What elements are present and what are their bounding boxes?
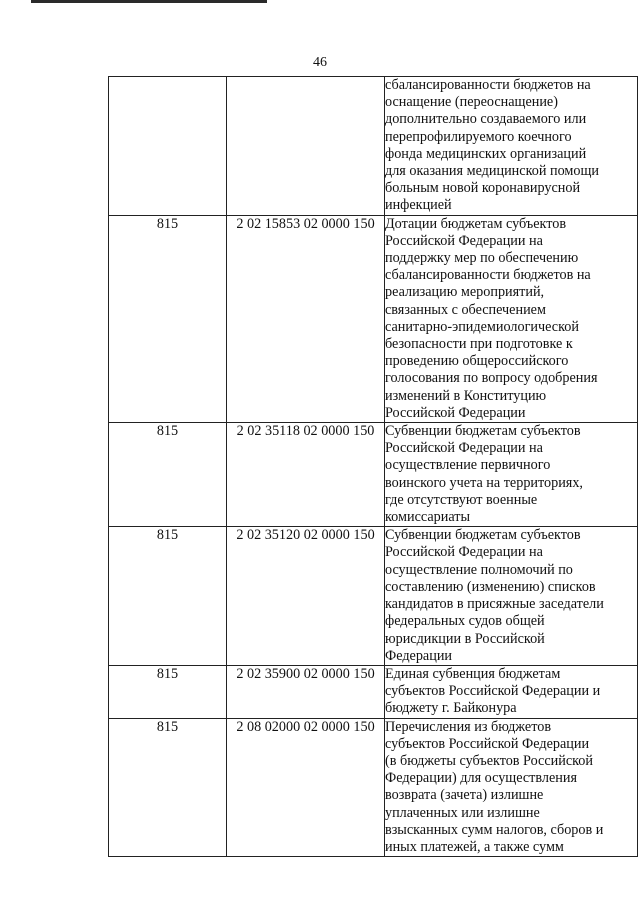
description-line: федеральных судов общей bbox=[385, 613, 545, 630]
description-line: сбалансированности бюджетов на bbox=[385, 77, 591, 93]
description-line: Единая субвенция бюджетам bbox=[385, 665, 561, 682]
kbk-code-cell bbox=[227, 77, 385, 216]
description-line: изменений в Конституцию bbox=[385, 387, 547, 404]
description-line: связанных с обеспечением bbox=[385, 301, 546, 318]
description-line: Федерации) для осуществления bbox=[385, 770, 577, 787]
description-cell bbox=[385, 77, 638, 216]
description-line: Российской Федерации на bbox=[385, 232, 543, 249]
kbk-code-cell: 2 02 35120 02 0000 150 bbox=[227, 527, 385, 666]
description-line: бюджету г. Байконура bbox=[385, 700, 517, 717]
description-line: (в бюджеты субъектов Российской bbox=[385, 752, 593, 769]
description-line: проведению общероссийского bbox=[385, 353, 569, 370]
description-line: составлению (изменению) списков bbox=[385, 578, 596, 595]
description-line: Федерации bbox=[385, 647, 453, 664]
top-rule bbox=[31, 0, 267, 3]
description-line: воинского учета на территориях, bbox=[385, 474, 583, 491]
description-line: возврата (зачета) излишне bbox=[385, 787, 544, 804]
table-row bbox=[109, 665, 638, 718]
description-line: субъектов Российской Федерации и bbox=[385, 683, 601, 700]
kbk-code-cell: 2 02 15853 02 0000 150 bbox=[227, 215, 385, 422]
description-line: голосования по вопросу одобрения bbox=[385, 370, 598, 387]
kbk-code-cell: 2 08 02000 02 0000 150 bbox=[227, 718, 385, 857]
description-line: кандидатов в присяжные заседатели bbox=[385, 596, 604, 613]
description-line: фонда медицинских организаций bbox=[385, 145, 587, 162]
description-line: субъектов Российской Федерации bbox=[385, 735, 590, 752]
description-line: где отсутствуют военные bbox=[385, 491, 538, 508]
budget-classification-table bbox=[108, 76, 638, 857]
description-line: иных платежей, а также сумм bbox=[385, 838, 564, 855]
page-number: 46 bbox=[313, 55, 327, 70]
description-line: реализацию мероприятий, bbox=[385, 284, 545, 301]
description-line: оснащение (переоснащение) bbox=[385, 94, 558, 111]
description-line: уплаченных или излишне bbox=[385, 804, 540, 821]
description-line: Дотации бюджетам субъектов bbox=[385, 215, 567, 232]
description-line: безопасности при подготовке к bbox=[385, 336, 573, 353]
admin-code-cell: 815 bbox=[109, 215, 227, 422]
description-line: сбалансированности бюджетов на bbox=[385, 267, 591, 284]
description-line: больным новой коронавирусной bbox=[385, 180, 581, 197]
admin-code-cell bbox=[109, 77, 227, 216]
description-line: дополнительно создаваемого или bbox=[385, 111, 587, 128]
description-line: перепрофилируемого коечного bbox=[385, 128, 572, 145]
description-cell bbox=[385, 527, 638, 666]
description-line: взысканных сумм налогов, сборов и bbox=[385, 821, 604, 838]
table-row bbox=[109, 77, 638, 216]
admin-code-cell: 815 bbox=[109, 423, 227, 527]
table-row bbox=[109, 718, 638, 857]
kbk-code-cell: 2 02 35900 02 0000 150 bbox=[227, 665, 385, 718]
description-line: Субвенции бюджетам субъектов bbox=[385, 423, 581, 440]
admin-code-cell: 815 bbox=[109, 665, 227, 718]
description-line: осуществление полномочий по bbox=[385, 561, 573, 578]
description-line: Российской Федерации на bbox=[385, 544, 543, 561]
description-line: юрисдикции в Российской bbox=[385, 630, 545, 647]
description-cell bbox=[385, 718, 638, 857]
table-row bbox=[109, 215, 638, 422]
description-line: Российской Федерации на bbox=[385, 440, 543, 457]
admin-code-cell: 815 bbox=[109, 718, 227, 857]
description-cell bbox=[385, 423, 638, 527]
description-line: для оказания медицинской помощи bbox=[385, 163, 599, 180]
description-line: осуществление первичного bbox=[385, 457, 551, 474]
description-line: поддержку мер по обеспечению bbox=[385, 250, 579, 267]
description-line: Перечисления из бюджетов bbox=[385, 718, 552, 735]
kbk-code-cell: 2 02 35118 02 0000 150 bbox=[227, 423, 385, 527]
table-row bbox=[109, 527, 638, 666]
description-cell bbox=[385, 215, 638, 422]
description-line: комиссариаты bbox=[385, 509, 470, 526]
table-row bbox=[109, 423, 638, 527]
description-line: санитарно-эпидемиологической bbox=[385, 318, 579, 335]
description-line: инфекцией bbox=[385, 197, 452, 214]
description-line: Российской Федерации bbox=[385, 404, 526, 421]
description-line: Субвенции бюджетам субъектов bbox=[385, 527, 581, 544]
description-cell bbox=[385, 665, 638, 718]
admin-code-cell: 815 bbox=[109, 527, 227, 666]
